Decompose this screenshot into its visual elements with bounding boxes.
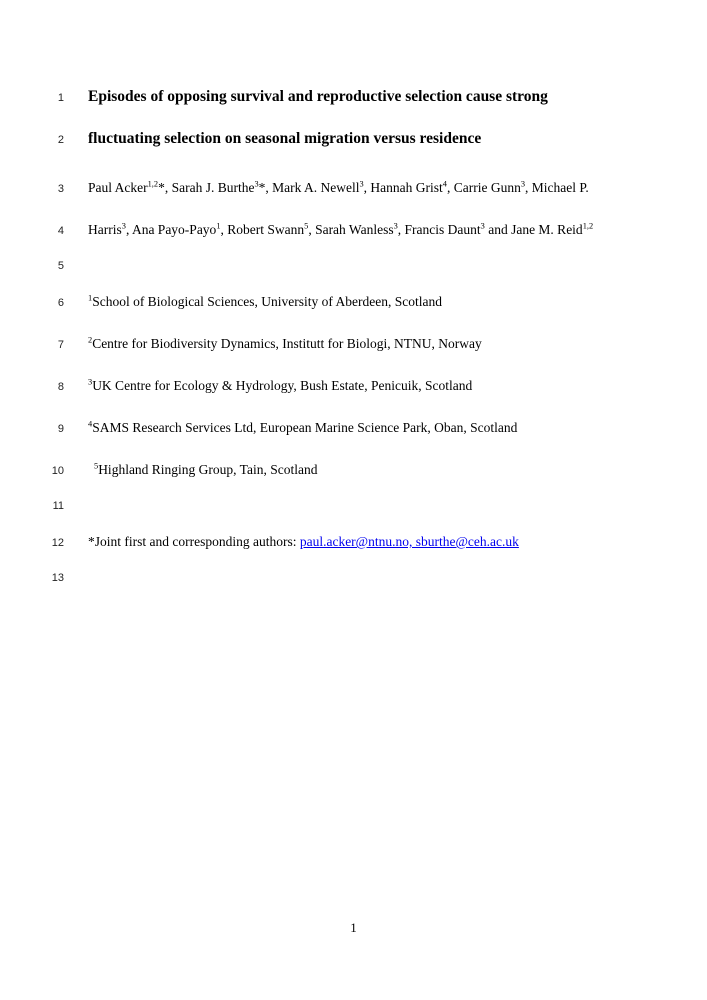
- affiliation-line-2: [0, 323, 707, 365]
- affiliation-text: Centre for Biodiversity Dynamics, Institutt for Biologi, NTNU, Norway: [92, 336, 482, 351]
- affiliation-superscript: 3: [88, 377, 93, 387]
- affiliation-4: [64, 407, 517, 449]
- author-affiliation-superscript: 3: [359, 179, 364, 189]
- affiliation-line-5: [0, 449, 707, 491]
- author-affiliation-superscript: 1: [216, 221, 221, 231]
- author-affiliation-superscript: 3: [121, 221, 126, 231]
- manuscript-body: [0, 76, 707, 593]
- blank-line: [0, 491, 707, 521]
- author-line-1: [0, 167, 707, 209]
- affiliation-3: [64, 365, 472, 407]
- line-number: 12: [51, 537, 64, 549]
- author-text: , Francis Daunt: [397, 222, 481, 237]
- author-text: *, Mark A. Newell: [258, 180, 360, 195]
- author-text: , Robert Swann: [220, 222, 305, 237]
- line-number: 7: [57, 339, 64, 351]
- affiliation-1: [64, 281, 442, 323]
- author-text: Paul Acker: [88, 180, 148, 195]
- author-affiliation-superscript: 4: [442, 179, 447, 189]
- line-number: 1: [57, 92, 64, 104]
- affiliation-superscript: 5: [94, 461, 99, 471]
- author-text: Harris: [88, 222, 122, 237]
- author-line-2: [0, 209, 707, 251]
- line-number: 2: [57, 134, 64, 146]
- affiliation-superscript: 2: [88, 335, 93, 345]
- affiliation-text: UK Centre for Ecology & Hydrology, Bush Estate, Penicuik, Scotland: [92, 378, 473, 393]
- author-text: , Sarah Wanless: [308, 222, 394, 237]
- author-list-line-2: [64, 209, 593, 251]
- affiliation-text: SAMS Research Services Ltd, European Marine Science Park, Oban, Scotland: [92, 420, 518, 435]
- line-number: 10: [51, 465, 64, 477]
- affiliation-superscript: 4: [88, 419, 93, 429]
- affiliation-superscript: 1: [88, 293, 93, 303]
- author-affiliation-superscript: 5: [304, 221, 309, 231]
- line-number: 11: [52, 500, 64, 512]
- affiliation-2: [64, 323, 482, 365]
- author-text: , Carrie Gunn: [446, 180, 521, 195]
- affiliation-line-3: [0, 365, 707, 407]
- author-text: *, Sarah J. Burthe: [158, 180, 255, 195]
- affiliation-5: [64, 449, 317, 491]
- blank-line: [0, 563, 707, 593]
- corresponding-authors-email-link[interactable]: paul.acker@ntnu.no, sburthe@ceh.ac.uk: [299, 534, 519, 549]
- title-line-2: [0, 118, 707, 160]
- author-affiliation-superscript: 3: [480, 221, 485, 231]
- author-affiliation-superscript: 1,2: [147, 179, 159, 189]
- author-affiliation-superscript: 1,2: [582, 221, 594, 231]
- page-number: 1: [350, 920, 357, 935]
- blank-line: [0, 251, 707, 281]
- author-text: and Jane M. Reid: [484, 222, 583, 237]
- line-number: 6: [57, 297, 64, 309]
- corresponding-authors-label: *Joint first and corresponding authors:: [88, 534, 300, 549]
- author-list-line-1: [64, 167, 589, 209]
- affiliation-line-4: [0, 407, 707, 449]
- affiliation-text: Highland Ringing Group, Tain, Scotland: [98, 462, 318, 477]
- paper-title-line-2: fluctuating selection on seasonal migration versus residence: [88, 130, 482, 147]
- author-text: , Michael P.: [525, 180, 589, 195]
- author-affiliation-superscript: 3: [393, 221, 398, 231]
- corresponding-authors-line: [0, 521, 707, 563]
- author-affiliation-superscript: 3: [254, 179, 259, 189]
- title-line-1: [0, 76, 707, 118]
- author-text: , Ana Payo-Payo: [125, 222, 217, 237]
- line-number: 4: [57, 225, 64, 237]
- affiliation-line-1: [0, 281, 707, 323]
- affiliation-text: School of Biological Sciences, University of Aberdeen, Scotland: [92, 294, 442, 309]
- line-number: 5: [57, 260, 64, 272]
- line-number: 13: [51, 572, 64, 584]
- paper-title-line-1: Episodes of opposing survival and reproductive selection cause strong: [88, 88, 548, 105]
- line-number: 3: [57, 183, 64, 195]
- corresponding-authors: [64, 521, 519, 563]
- line-number: 8: [57, 381, 64, 393]
- author-text: , Hannah Grist: [363, 180, 443, 195]
- line-number: 9: [57, 423, 64, 435]
- author-affiliation-superscript: 3: [520, 179, 526, 189]
- page-footer: [0, 918, 707, 938]
